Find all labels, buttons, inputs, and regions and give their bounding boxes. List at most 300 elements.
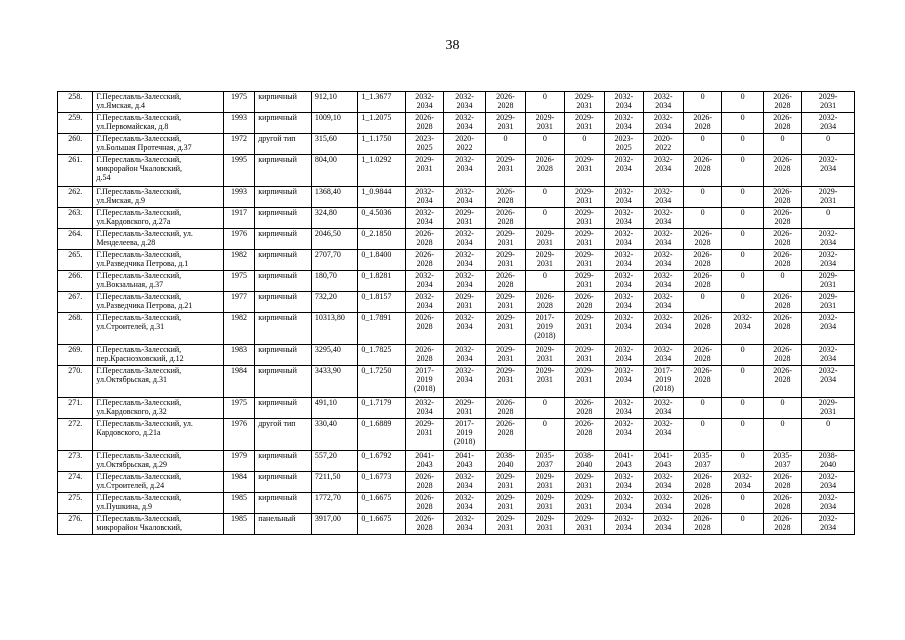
repair-period-cell: 2032- 2034 <box>605 187 643 208</box>
area-cell: 324,80 <box>311 208 358 229</box>
repair-period-cell: 2026- 2028 <box>526 155 564 187</box>
row-number-cell: 271. <box>58 398 93 419</box>
repair-period-cell: 2026- 2028 <box>763 155 801 187</box>
repair-period-cell: 2032- 2034 <box>605 250 643 271</box>
repair-period-cell: 2017- 2019 (2018) <box>444 419 485 451</box>
table-row <box>58 134 855 155</box>
repair-period-cell: 2032- 2034 <box>444 155 485 187</box>
repair-period-cell: 2029- 2031 <box>526 472 564 493</box>
repair-period-cell: 2026- 2028 <box>485 208 525 229</box>
priority-index-cell: 0_1.6773 <box>358 472 406 493</box>
repair-period-cell: 2026- 2028 <box>683 345 721 366</box>
wall-material-cell: другой тип <box>255 134 312 155</box>
repair-period-cell: 2032- 2034 <box>605 419 643 451</box>
repair-period-cell: 2029- 2031 <box>564 366 604 398</box>
repair-period-cell: 2032- 2034 <box>605 493 643 514</box>
repair-period-cell: 2026- 2028 <box>763 514 801 535</box>
repair-period-cell: 0 <box>722 134 763 155</box>
repair-period-cell: 2029- 2031 <box>405 155 443 187</box>
table-row <box>58 472 855 493</box>
repair-period-cell: 2026- 2028 <box>763 187 801 208</box>
wall-material-cell: кирпичный <box>255 472 312 493</box>
repair-period-cell: 2032- 2034 <box>605 229 643 250</box>
area-cell: 7211,50 <box>311 472 358 493</box>
row-number-cell: 266. <box>58 271 93 292</box>
address-cell: Г.Переславль-Залесский, ул.Кардовского, д.32 <box>93 398 223 419</box>
repair-period-cell: 2026- 2028 <box>763 92 801 113</box>
repair-period-cell: 2032- 2034 <box>405 292 443 313</box>
address-cell: Г.Переславль-Залесский, ул. Кардовского, д.21а <box>93 419 223 451</box>
repair-period-cell: 0 <box>722 345 763 366</box>
repair-period-cell: 2023- 2025 <box>405 134 443 155</box>
table-row <box>58 345 855 366</box>
repair-period-cell: 2026- 2028 <box>763 345 801 366</box>
repair-period-cell: 2032- 2034 <box>643 92 683 113</box>
year-built-cell: 1982 <box>223 313 254 345</box>
priority-index-cell: 0_1.8400 <box>358 250 406 271</box>
table-row <box>58 155 855 187</box>
repair-period-cell: 2032- 2034 <box>802 229 855 250</box>
repair-period-cell: 2032- 2034 <box>802 113 855 134</box>
wall-material-cell: кирпичный <box>255 250 312 271</box>
area-cell: 3433,90 <box>311 366 358 398</box>
row-number-cell: 262. <box>58 187 93 208</box>
repair-period-cell: 2017- 2019 (2018) <box>643 366 683 398</box>
repair-period-cell: 0 <box>722 155 763 187</box>
address-cell: Г.Переславль-Залесский, ул.Большая Протечная, д.37 <box>93 134 223 155</box>
area-cell: 1009,10 <box>311 113 358 134</box>
year-built-cell: 1984 <box>223 472 254 493</box>
repair-period-cell: 2032- 2034 <box>722 313 763 345</box>
repair-period-cell: 0 <box>722 92 763 113</box>
repair-period-cell: 2026- 2028 <box>405 250 443 271</box>
repair-period-cell: 2032- 2034 <box>605 92 643 113</box>
area-cell: 3917,00 <box>311 514 358 535</box>
repair-period-cell: 2032- 2034 <box>405 187 443 208</box>
area-cell: 1772,70 <box>311 493 358 514</box>
year-built-cell: 1975 <box>223 271 254 292</box>
repair-period-cell: 0 <box>722 419 763 451</box>
priority-index-cell: 1_1.3677 <box>358 92 406 113</box>
address-cell: Г.Переславль-Залесский, микрорайон Чкаловский, <box>93 514 223 535</box>
repair-period-cell: 2017- 2019 (2018) <box>526 313 564 345</box>
repair-period-cell: 2032- 2034 <box>722 472 763 493</box>
repair-period-cell: 2026- 2028 <box>683 493 721 514</box>
address-cell: Г.Переславль-Залесский, ул.Пушкина, д.9 <box>93 493 223 514</box>
repair-period-cell: 2041- 2043 <box>444 451 485 472</box>
repair-period-cell: 2026- 2028 <box>683 155 721 187</box>
area-cell: 2046,50 <box>311 229 358 250</box>
year-built-cell: 1976 <box>223 419 254 451</box>
repair-period-cell: 2032- 2034 <box>605 514 643 535</box>
repair-period-cell: 2029- 2031 <box>444 398 485 419</box>
priority-index-cell: 0_1.6792 <box>358 451 406 472</box>
repair-period-cell: 2029- 2031 <box>444 208 485 229</box>
repair-period-cell: 2032- 2034 <box>444 313 485 345</box>
repair-period-cell: 0 <box>485 134 525 155</box>
repair-period-cell: 2026- 2028 <box>683 366 721 398</box>
repair-period-cell: 2032- 2034 <box>444 229 485 250</box>
repair-period-cell: 2029- 2031 <box>444 292 485 313</box>
repair-period-cell: 2029- 2031 <box>485 250 525 271</box>
area-cell: 330,40 <box>311 419 358 451</box>
repair-period-cell: 0 <box>722 250 763 271</box>
repair-period-cell: 2029- 2031 <box>564 208 604 229</box>
area-cell: 804,00 <box>311 155 358 187</box>
repair-period-cell: 2032- 2034 <box>802 514 855 535</box>
repair-period-cell: 2032- 2034 <box>605 398 643 419</box>
repair-period-cell: 2029- 2031 <box>564 229 604 250</box>
repair-period-cell: 2026- 2028 <box>763 250 801 271</box>
priority-index-cell: 0_1.8157 <box>358 292 406 313</box>
repair-period-cell: 2032- 2034 <box>643 187 683 208</box>
repair-period-cell: 2029- 2031 <box>526 250 564 271</box>
table-row <box>58 398 855 419</box>
repair-period-cell: 0 <box>683 92 721 113</box>
repair-period-cell: 2026- 2028 <box>763 208 801 229</box>
wall-material-cell: кирпичный <box>255 398 312 419</box>
repair-period-cell: 2029- 2031 <box>564 155 604 187</box>
repair-period-cell: 2026- 2028 <box>763 472 801 493</box>
address-cell: Г.Переславль-Залесский, ул.Первомайская, д.8 <box>93 113 223 134</box>
repair-period-cell: 2029- 2031 <box>485 113 525 134</box>
wall-material-cell: другой тип <box>255 419 312 451</box>
repair-period-cell: 2026- 2028 <box>405 472 443 493</box>
year-built-cell: 1982 <box>223 250 254 271</box>
repair-period-cell: 2032- 2034 <box>643 398 683 419</box>
repair-period-cell: 2035- 2037 <box>763 451 801 472</box>
repair-period-cell: 2029- 2031 <box>526 366 564 398</box>
repair-period-cell: 2029- 2031 <box>485 229 525 250</box>
repair-period-cell: 2032- 2034 <box>444 345 485 366</box>
repair-period-cell: 0 <box>722 493 763 514</box>
repair-period-cell: 2032- 2034 <box>802 493 855 514</box>
repair-period-cell: 0 <box>683 292 721 313</box>
repair-period-cell: 0 <box>763 398 801 419</box>
wall-material-cell: кирпичный <box>255 313 312 345</box>
repair-period-cell: 2026- 2028 <box>485 398 525 419</box>
repair-period-cell: 2032- 2034 <box>605 472 643 493</box>
repair-period-cell: 0 <box>722 398 763 419</box>
row-number-cell: 275. <box>58 493 93 514</box>
priority-index-cell: 1_1.1750 <box>358 134 406 155</box>
row-number-cell: 274. <box>58 472 93 493</box>
repair-period-cell: 2032- 2034 <box>444 493 485 514</box>
row-number-cell: 259. <box>58 113 93 134</box>
row-number-cell: 258. <box>58 92 93 113</box>
table-row <box>58 514 855 535</box>
repair-period-cell: 0 <box>802 208 855 229</box>
area-cell: 912,10 <box>311 92 358 113</box>
wall-material-cell: кирпичный <box>255 92 312 113</box>
address-cell: Г.Переславль-Залесский, пер.Красноэховский, д.12 <box>93 345 223 366</box>
area-cell: 180,70 <box>311 271 358 292</box>
year-built-cell: 1977 <box>223 292 254 313</box>
year-built-cell: 1993 <box>223 187 254 208</box>
table-row <box>58 451 855 472</box>
table-row <box>58 271 855 292</box>
repair-period-cell: 2029- 2031 <box>485 345 525 366</box>
repair-period-cell: 0 <box>722 366 763 398</box>
year-built-cell: 1985 <box>223 514 254 535</box>
priority-index-cell: 1_1.2075 <box>358 113 406 134</box>
repair-period-cell: 0 <box>722 514 763 535</box>
address-cell: Г.Переславль-Залесский, ул.Строителей, д.31 <box>93 313 223 345</box>
repair-period-cell: 2032- 2034 <box>405 208 443 229</box>
repair-period-cell: 2026- 2028 <box>526 292 564 313</box>
repair-period-cell: 2029- 2031 <box>526 345 564 366</box>
repair-period-cell: 2032- 2034 <box>643 345 683 366</box>
repair-period-cell: 2029- 2031 <box>564 345 604 366</box>
area-cell: 3295,40 <box>311 345 358 366</box>
address-cell: Г.Переславль-Залесский, ул.Вокзальная, д.37 <box>93 271 223 292</box>
repair-period-cell: 2026- 2028 <box>485 271 525 292</box>
repair-period-cell: 0 <box>526 208 564 229</box>
table-row <box>58 113 855 134</box>
area-cell: 1368,40 <box>311 187 358 208</box>
year-built-cell: 1972 <box>223 134 254 155</box>
table-row <box>58 208 855 229</box>
repair-period-cell: 2029- 2031 <box>564 250 604 271</box>
repair-period-cell: 0 <box>526 134 564 155</box>
priority-index-cell: 0_1.7891 <box>358 313 406 345</box>
repair-period-cell: 0 <box>526 271 564 292</box>
repair-period-cell: 2032- 2034 <box>643 313 683 345</box>
repair-period-cell: 2032- 2034 <box>643 250 683 271</box>
repair-period-cell: 2032- 2034 <box>605 155 643 187</box>
area-cell: 315,60 <box>311 134 358 155</box>
year-built-cell: 1993 <box>223 113 254 134</box>
repair-period-cell: 2029- 2031 <box>802 271 855 292</box>
repair-period-cell: 2029- 2031 <box>564 514 604 535</box>
wall-material-cell: кирпичный <box>255 292 312 313</box>
repair-period-cell: 2032- 2034 <box>444 472 485 493</box>
repair-period-cell: 2032- 2034 <box>444 514 485 535</box>
area-cell: 491,10 <box>311 398 358 419</box>
priority-index-cell: 0_1.7250 <box>358 366 406 398</box>
repair-period-cell: 0 <box>802 419 855 451</box>
repair-period-cell: 2032- 2034 <box>643 472 683 493</box>
priority-index-cell: 0_4.5036 <box>358 208 406 229</box>
repair-period-cell: 2026- 2028 <box>564 292 604 313</box>
table-row <box>58 229 855 250</box>
year-built-cell: 1985 <box>223 493 254 514</box>
housing-repair-schedule-table <box>57 91 855 535</box>
repair-period-cell: 2026- 2028 <box>763 313 801 345</box>
repair-period-cell: 2032- 2034 <box>605 208 643 229</box>
repair-period-cell: 2029- 2031 <box>485 292 525 313</box>
repair-period-cell: 2029- 2031 <box>485 313 525 345</box>
repair-period-cell: 2032- 2034 <box>643 292 683 313</box>
repair-period-cell: 2026- 2028 <box>763 493 801 514</box>
priority-index-cell: 1_1.0292 <box>358 155 406 187</box>
row-number-cell: 273. <box>58 451 93 472</box>
year-built-cell: 1995 <box>223 155 254 187</box>
area-cell: 732,20 <box>311 292 358 313</box>
repair-period-cell: 2026- 2028 <box>405 113 443 134</box>
address-cell: Г.Переславль-Залесский, ул. Менделеева, д.28 <box>93 229 223 250</box>
repair-period-cell: 2029- 2031 <box>526 113 564 134</box>
repair-period-cell: 2029- 2031 <box>564 313 604 345</box>
repair-period-cell: 2026- 2028 <box>683 229 721 250</box>
year-built-cell: 1975 <box>223 398 254 419</box>
priority-index-cell: 0_1.7825 <box>358 345 406 366</box>
repair-period-cell: 0 <box>683 398 721 419</box>
wall-material-cell: кирпичный <box>255 493 312 514</box>
repair-period-cell: 0 <box>722 113 763 134</box>
wall-material-cell: кирпичный <box>255 229 312 250</box>
table-row <box>58 493 855 514</box>
repair-period-cell: 2026- 2028 <box>683 313 721 345</box>
repair-period-cell: 2032- 2034 <box>605 345 643 366</box>
repair-period-cell: 2029- 2031 <box>802 398 855 419</box>
repair-period-cell: 0 <box>683 187 721 208</box>
row-number-cell: 269. <box>58 345 93 366</box>
repair-period-cell: 2032- 2034 <box>802 250 855 271</box>
repair-period-cell: 2032- 2034 <box>605 113 643 134</box>
repair-period-cell: 2026- 2028 <box>763 113 801 134</box>
repair-period-cell: 2026- 2028 <box>485 92 525 113</box>
wall-material-cell: кирпичный <box>255 155 312 187</box>
repair-period-cell: 0 <box>763 271 801 292</box>
repair-period-cell: 2026- 2028 <box>564 419 604 451</box>
repair-period-cell: 2026- 2028 <box>683 113 721 134</box>
repair-period-cell: 2029- 2031 <box>526 493 564 514</box>
address-cell: Г.Переславль-Залесский, ул.Строителей, д.24 <box>93 472 223 493</box>
row-number-cell: 263. <box>58 208 93 229</box>
repair-period-cell: 2026- 2028 <box>405 345 443 366</box>
repair-period-cell: 2029- 2031 <box>564 92 604 113</box>
repair-period-cell: 2029- 2031 <box>564 113 604 134</box>
repair-period-cell: 2032- 2034 <box>444 271 485 292</box>
address-cell: Г.Переславль-Залесский, ул.Октябрьская, д.29 <box>93 451 223 472</box>
repair-period-cell: 2032- 2034 <box>605 313 643 345</box>
repair-period-cell: 0 <box>763 419 801 451</box>
year-built-cell: 1976 <box>223 229 254 250</box>
repair-period-cell: 2029- 2031 <box>564 187 604 208</box>
repair-period-cell: 2032- 2034 <box>643 493 683 514</box>
wall-material-cell: кирпичный <box>255 113 312 134</box>
priority-index-cell: 0_1.6675 <box>358 514 406 535</box>
table-row <box>58 250 855 271</box>
repair-period-cell: 0 <box>722 187 763 208</box>
repair-period-cell: 2032- 2034 <box>605 366 643 398</box>
repair-period-cell: 2029- 2031 <box>485 472 525 493</box>
repair-period-cell: 0 <box>802 134 855 155</box>
repair-period-cell: 2032- 2034 <box>643 229 683 250</box>
table-row <box>58 366 855 398</box>
repair-period-cell: 2020- 2022 <box>444 134 485 155</box>
repair-period-cell: 0 <box>683 134 721 155</box>
repair-period-cell: 2032- 2034 <box>802 366 855 398</box>
repair-period-cell: 2026- 2028 <box>763 229 801 250</box>
address-cell: Г.Переславль-Залесский, ул.Кардовского, д.27а <box>93 208 223 229</box>
repair-period-cell: 2032- 2034 <box>643 208 683 229</box>
repair-period-cell: 2032- 2034 <box>605 292 643 313</box>
repair-period-cell: 2038- 2040 <box>802 451 855 472</box>
repair-period-cell: 2029- 2031 <box>564 472 604 493</box>
repair-period-cell: 2032- 2034 <box>405 271 443 292</box>
repair-period-cell: 2041- 2043 <box>643 451 683 472</box>
repair-period-cell: 2026- 2028 <box>405 514 443 535</box>
priority-index-cell: 0_1.6889 <box>358 419 406 451</box>
repair-period-cell: 2038- 2040 <box>564 451 604 472</box>
repair-period-cell: 2032- 2034 <box>643 113 683 134</box>
year-built-cell: 1983 <box>223 345 254 366</box>
address-cell: Г.Переславль-Залесский, микрорайон Чкаловский, д.54 <box>93 155 223 187</box>
table-row <box>58 313 855 345</box>
repair-period-cell: 0 <box>526 92 564 113</box>
repair-period-cell: 2032- 2034 <box>802 345 855 366</box>
wall-material-cell: кирпичный <box>255 208 312 229</box>
repair-period-cell: 2029- 2031 <box>802 292 855 313</box>
repair-period-cell: 2032- 2034 <box>405 398 443 419</box>
repair-period-cell: 2026- 2028 <box>485 187 525 208</box>
table-row <box>58 419 855 451</box>
repair-period-cell: 2032- 2034 <box>643 271 683 292</box>
repair-period-cell: 2023- 2025 <box>605 134 643 155</box>
repair-period-cell: 2029- 2031 <box>485 155 525 187</box>
address-cell: Г.Переславль-Залесский, ул.Разведчика Петрова, д.1 <box>93 250 223 271</box>
repair-period-cell: 2032- 2034 <box>802 155 855 187</box>
priority-index-cell: 1_0.9844 <box>358 187 406 208</box>
repair-period-cell: 2026- 2028 <box>405 313 443 345</box>
priority-index-cell: 0_1.6675 <box>358 493 406 514</box>
repair-period-cell: 2032- 2034 <box>643 155 683 187</box>
repair-period-cell: 2035- 2037 <box>683 451 721 472</box>
repair-period-cell: 2032- 2034 <box>802 313 855 345</box>
row-number-cell: 264. <box>58 229 93 250</box>
repair-period-cell: 2029- 2031 <box>485 514 525 535</box>
repair-period-cell: 0 <box>722 271 763 292</box>
priority-index-cell: 0_1.7179 <box>358 398 406 419</box>
repair-period-cell: 2026- 2028 <box>683 250 721 271</box>
repair-period-cell: 2032- 2034 <box>444 366 485 398</box>
repair-period-cell: 2029- 2031 <box>802 187 855 208</box>
repair-period-cell: 2026- 2028 <box>683 472 721 493</box>
table-row <box>58 292 855 313</box>
repair-period-cell: 0 <box>526 187 564 208</box>
repair-period-cell: 2026- 2028 <box>405 229 443 250</box>
repair-period-cell: 0 <box>526 398 564 419</box>
table-row <box>58 187 855 208</box>
repair-period-cell: 2026- 2028 <box>485 419 525 451</box>
repair-period-cell: 2038- 2040 <box>485 451 525 472</box>
wall-material-cell: кирпичный <box>255 451 312 472</box>
year-built-cell: 1917 <box>223 208 254 229</box>
year-built-cell: 1975 <box>223 92 254 113</box>
area-cell: 10313,80 <box>311 313 358 345</box>
repair-period-cell: 2041- 2043 <box>405 451 443 472</box>
wall-material-cell: кирпичный <box>255 345 312 366</box>
row-number-cell: 268. <box>58 313 93 345</box>
repair-period-cell: 2032- 2034 <box>802 472 855 493</box>
repair-period-cell: 2032- 2034 <box>444 187 485 208</box>
row-number-cell: 260. <box>58 134 93 155</box>
repair-period-cell: 2032- 2034 <box>405 92 443 113</box>
repair-period-cell: 2026- 2028 <box>564 398 604 419</box>
repair-period-cell: 2032- 2034 <box>605 271 643 292</box>
repair-period-cell: 2026- 2028 <box>683 514 721 535</box>
priority-index-cell: 0_1.8281 <box>358 271 406 292</box>
repair-period-cell: 2029- 2031 <box>526 514 564 535</box>
repair-period-cell: 0 <box>564 134 604 155</box>
repair-period-cell: 2029- 2031 <box>564 493 604 514</box>
repair-period-cell: 2035- 2037 <box>526 451 564 472</box>
repair-period-cell: 2032- 2034 <box>444 250 485 271</box>
repair-period-cell: 2017- 2019 (2018) <box>405 366 443 398</box>
repair-period-cell: 0 <box>722 292 763 313</box>
